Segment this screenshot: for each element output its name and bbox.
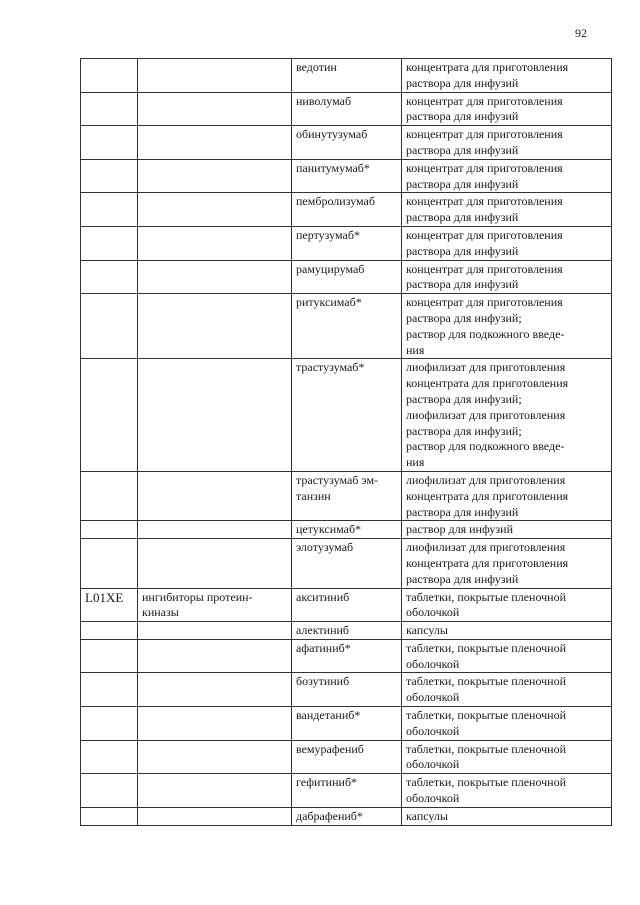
dosage-form-line: оболочкой (406, 605, 460, 620)
group-name-cell (138, 539, 292, 588)
group-name-cell (138, 521, 292, 539)
dosage-form-line: раствора для инфузий (406, 142, 519, 157)
table-row (81, 59, 612, 93)
group-name-cell (138, 226, 292, 260)
group-name-cell (138, 740, 292, 774)
table-row (81, 807, 612, 825)
dosage-form-line: концентрата для приготовления (406, 488, 569, 503)
atc-code-cell (81, 707, 138, 741)
dosage-form-line: раствора для инфузий (406, 504, 519, 519)
atc-code-cell (81, 740, 138, 774)
drug-name-cell: алектиниб (292, 622, 402, 640)
page-number: 92 (575, 26, 587, 40)
dosage-form-line: оболочкой (406, 656, 460, 671)
dosage-form-line: лиофилизат для приготовления (406, 407, 566, 422)
dosage-form-cell (402, 471, 612, 520)
drug-name-cell: афатиниб* (292, 639, 402, 673)
drug-table (80, 58, 612, 826)
dosage-form-line: концентрата для приготовления (406, 555, 569, 570)
dosage-form-cell (402, 359, 612, 472)
group-name-cell (138, 59, 292, 93)
atc-code-cell (81, 539, 138, 588)
dosage-form-cell (402, 707, 612, 741)
dosage-form-cell (402, 159, 612, 193)
atc-code-cell (81, 159, 138, 193)
dosage-form-line: лиофилизат для приготовления (406, 472, 566, 487)
dosage-form-line: оболочкой (406, 757, 460, 772)
atc-code-cell (81, 807, 138, 825)
table-row (81, 740, 612, 774)
dosage-form-line: концентрата для приготовления (406, 376, 569, 391)
drug-table-body (81, 59, 612, 826)
dosage-form-cell (402, 126, 612, 160)
dosage-form-cell (402, 260, 612, 294)
dosage-form-line: концентрат для приготовления (406, 295, 563, 310)
dosage-form-line: таблетки, покрытые пленочной (406, 708, 567, 723)
drug-name-cell: бозутиниб (292, 673, 402, 707)
dosage-form-line: концентрат для приготовления (406, 194, 563, 209)
dosage-form-line: оболочкой (406, 723, 460, 738)
dosage-form-cell (402, 673, 612, 707)
table-row (81, 126, 612, 160)
atc-code-cell (81, 193, 138, 227)
dosage-form-cell (402, 807, 612, 825)
dosage-form-line: концентрат для приготовления (406, 127, 563, 142)
group-name-cell (138, 359, 292, 472)
dosage-form-cell (402, 622, 612, 640)
table-row (81, 707, 612, 741)
atc-code-cell (81, 92, 138, 126)
dosage-form-line: раствора для инфузий (406, 109, 519, 124)
table-row (81, 673, 612, 707)
group-name-cell (138, 707, 292, 741)
dosage-form-cell (402, 639, 612, 673)
atc-code-cell (81, 774, 138, 808)
dosage-form-line: концентрат для приготовления (406, 261, 563, 276)
table-row (81, 588, 612, 622)
dosage-form-cell (402, 740, 612, 774)
dosage-form-line: таблетки, покрытые пленочной (406, 589, 567, 604)
dosage-form-line: раствора для инфузий (406, 277, 519, 292)
atc-code-cell (81, 260, 138, 294)
atc-code-cell (81, 639, 138, 673)
atc-code-cell (81, 471, 138, 520)
dosage-form-line: раствор для инфузий (406, 522, 513, 537)
group-name-cell (138, 92, 292, 126)
dosage-form-line: раствора для инфузий (406, 243, 519, 258)
dosage-form-line: раствора для инфузий (406, 571, 519, 586)
drug-name-cell: вемурафениб (292, 740, 402, 774)
dosage-form-line: раствора для инфузий; (406, 391, 522, 406)
dosage-form-line: раствора для инфузий (406, 75, 519, 90)
dosage-form-line: оболочкой (406, 791, 460, 806)
group-name-cell: ингибиторы протеин- киназы (138, 588, 292, 622)
table-row (81, 294, 612, 359)
dosage-form-line: раствора для инфузий; (406, 423, 522, 438)
dosage-form-line: концентрат для приготовления (406, 93, 563, 108)
dosage-form-line: таблетки, покрытые пленочной (406, 674, 567, 689)
table-row (81, 359, 612, 472)
group-name-cell (138, 622, 292, 640)
dosage-form-cell (402, 294, 612, 359)
table-row (81, 639, 612, 673)
atc-code-cell (81, 359, 138, 472)
drug-name-cell: обинутузумаб (292, 126, 402, 160)
drug-name-cell: пембролизумаб (292, 193, 402, 227)
group-name-cell (138, 673, 292, 707)
group-name-cell (138, 471, 292, 520)
table-row (81, 521, 612, 539)
table-row (81, 622, 612, 640)
drug-name-cell: ниволумаб (292, 92, 402, 126)
dosage-form-line: оболочкой (406, 690, 460, 705)
group-name-cell (138, 159, 292, 193)
group-name-cell (138, 807, 292, 825)
group-name-cell (138, 639, 292, 673)
drug-name-cell: дабрафениб* (292, 807, 402, 825)
dosage-form-cell (402, 92, 612, 126)
table-row (81, 539, 612, 588)
table-row (81, 774, 612, 808)
dosage-form-cell (402, 539, 612, 588)
drug-name-cell: панитумумаб* (292, 159, 402, 193)
dosage-form-line: капсулы (406, 623, 448, 638)
atc-code-cell (81, 294, 138, 359)
dosage-form-line: раствора для инфузий (406, 210, 519, 225)
dosage-form-line: таблетки, покрытые пленочной (406, 775, 567, 790)
drug-name-cell: рамуцирумаб (292, 260, 402, 294)
dosage-form-line: концентрат для приготовления (406, 227, 563, 242)
dosage-form-line: таблетки, покрытые пленочной (406, 640, 567, 655)
drug-name-cell: гефитиниб* (292, 774, 402, 808)
drug-name-cell: акситиниб (292, 588, 402, 622)
dosage-form-cell (402, 193, 612, 227)
drug-name-cell: элотузумаб (292, 539, 402, 588)
drug-name-cell: трастузумаб* (292, 359, 402, 472)
group-name-cell (138, 126, 292, 160)
table-row (81, 159, 612, 193)
drug-name-cell: вандетаниб* (292, 707, 402, 741)
dosage-form-line: концентрата для приготовления (406, 60, 569, 74)
table-row (81, 226, 612, 260)
drug-name-cell: ритуксимаб* (292, 294, 402, 359)
dosage-form-line: ния (406, 455, 425, 470)
dosage-form-line: таблетки, покрытые пленочной (406, 741, 567, 756)
drug-name-cell: ведотин (292, 59, 402, 93)
atc-code-cell (81, 521, 138, 539)
dosage-form-line: лиофилизат для приготовления (406, 540, 566, 555)
atc-code-cell (81, 226, 138, 260)
atc-code-cell (81, 622, 138, 640)
atc-code-cell (81, 673, 138, 707)
group-name-cell (138, 260, 292, 294)
dosage-form-line: раствор для подкожного введе- (406, 326, 565, 341)
dosage-form-cell (402, 226, 612, 260)
drug-name-cell: пертузумаб* (292, 226, 402, 260)
dosage-form-line: раствора для инфузий; (406, 310, 522, 325)
dosage-form-line: лиофилизат для приготовления (406, 360, 566, 375)
dosage-form-line: концентрат для приготовления (406, 160, 563, 175)
atc-code-cell: L01XE (81, 588, 138, 622)
dosage-form-line: ния (406, 342, 425, 357)
table-row (81, 260, 612, 294)
table-row (81, 471, 612, 520)
dosage-form-line: раствор для подкожного введе- (406, 439, 565, 454)
dosage-form-line: раствора для инфузий (406, 176, 519, 191)
dosage-form-cell (402, 59, 612, 93)
table-row (81, 92, 612, 126)
drug-name-cell: трастузумаб эм- танзин (292, 471, 402, 520)
dosage-form-cell (402, 774, 612, 808)
atc-code-cell (81, 126, 138, 160)
atc-code-cell (81, 59, 138, 93)
group-name-cell (138, 774, 292, 808)
dosage-form-cell (402, 588, 612, 622)
group-name-cell (138, 294, 292, 359)
drug-name-cell: цетуксимаб* (292, 521, 402, 539)
dosage-form-cell (402, 521, 612, 539)
group-name-cell (138, 193, 292, 227)
dosage-form-line: капсулы (406, 808, 448, 823)
table-row (81, 193, 612, 227)
